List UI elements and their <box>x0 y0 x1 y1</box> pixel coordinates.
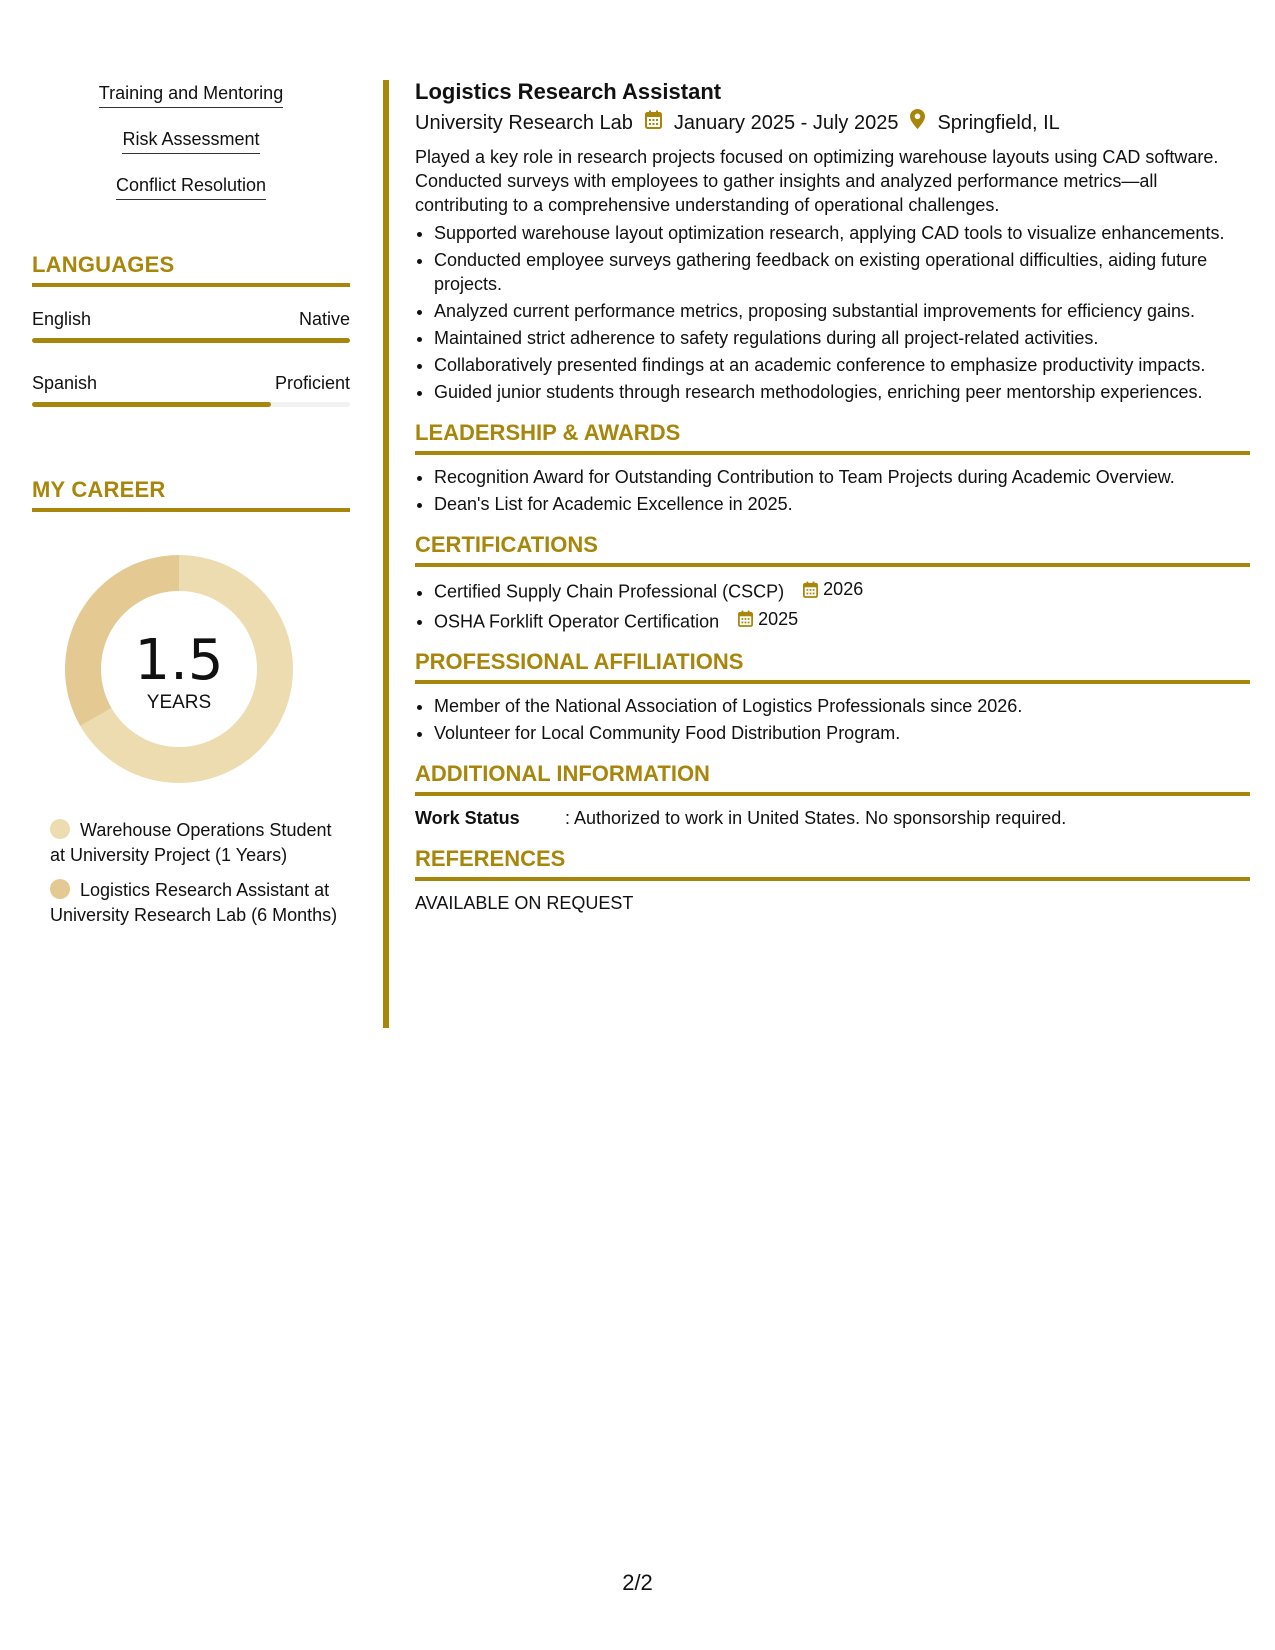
list-item: • Analyzed current performance metrics, proposing substantial improvements for efficiency gains. <box>434 299 1250 323</box>
skills-list <box>32 82 350 220</box>
page-number: 2/2 <box>622 1570 653 1595</box>
language-name: Spanish <box>32 373 98 393</box>
list-item: • Collaboratively presented findings at an academic conference to emphasize productivity impacts. <box>434 353 1250 377</box>
language-level: Proficient <box>274 373 350 393</box>
cert-date <box>738 607 798 631</box>
calendar-icon <box>803 581 818 598</box>
list-item: • Volunteer for Local Community Food Distribution Program. <box>434 721 1250 745</box>
language-row <box>32 373 350 394</box>
calendar-icon <box>645 109 662 137</box>
legend-label: Logistics Research Assistant at University Research Lab (6 Months) <box>50 880 338 925</box>
job-dates: January 2025 - July 2025 <box>673 112 899 134</box>
languages-title: LANGUAGES <box>32 252 350 287</box>
list-item: • Supported warehouse layout optimization research, applying CAD tools to visualize enhancements. <box>434 221 1250 245</box>
awards-list <box>415 465 1250 516</box>
language-level: Native <box>298 309 350 329</box>
career-title: MY CAREER <box>32 477 350 512</box>
legend-dot <box>50 819 70 839</box>
career-total: 1.5 <box>134 628 224 693</box>
job-description: Played a key role in research projects focused on optimizing warehouse layouts using CAD software. Conducted surveys with employees to gather insights and analyzed performance metrics—all contributing to a comprehensive understanding of operational challenges. <box>415 147 1219 215</box>
additional-info-title: ADDITIONAL INFORMATION <box>415 761 1250 796</box>
sidebar <box>32 82 350 938</box>
cert-date <box>803 577 863 601</box>
language-bar <box>32 402 350 407</box>
skill-item: Conflict Resolution <box>116 174 266 200</box>
legend-dot <box>50 879 70 899</box>
language-bar <box>32 338 350 343</box>
column-divider <box>383 80 389 1028</box>
list-item: • Member of the National Association of Logistics Professionals since 2026. <box>434 694 1250 718</box>
career-center <box>64 628 294 714</box>
references-text: AVAILABLE ON REQUEST <box>415 893 634 913</box>
cert-name: Certified Supply Chain Professional (CSCP) <box>434 581 785 602</box>
legend-item <box>50 878 340 928</box>
list-item <box>434 607 1250 634</box>
job-meta <box>415 109 1250 137</box>
career-legend <box>50 818 340 928</box>
legend-label: Warehouse Operations Student at University Project (1 Years) <box>50 820 332 865</box>
work-status-value: : Authorized to work in United States. No sponsorship required. <box>565 808 1067 828</box>
language-bar-fill <box>32 338 350 343</box>
language-bar-fill <box>32 402 271 407</box>
list-item: • Dean's List for Academic Excellence in 2025. <box>434 492 1250 516</box>
list-item: • Maintained strict adherence to safety regulations during all project-related activities. <box>434 326 1250 350</box>
language-name: English <box>32 309 92 329</box>
references-title: REFERENCES <box>415 846 1250 881</box>
calendar-icon <box>738 610 753 627</box>
legend-item <box>50 818 340 868</box>
work-status-label: Work Status <box>415 808 520 828</box>
language-row <box>32 309 350 330</box>
job-location: Springfield, IL <box>937 112 1060 134</box>
work-status-row <box>415 806 1250 830</box>
awards-title: LEADERSHIP & AWARDS <box>415 420 1250 455</box>
cert-year: 2026 <box>823 579 864 599</box>
certifications-title: CERTIFICATIONS <box>415 532 1250 567</box>
cert-name: OSHA Forklift Operator Certification <box>434 611 720 631</box>
list-item <box>434 577 1250 604</box>
list-item: • Recognition Award for Outstanding Contribution to Team Projects during Academic Overview. <box>434 465 1250 489</box>
skill-item: Training and Mentoring <box>99 82 283 108</box>
list-item: • Guided junior students through research methodologies, enriching peer mentorship experiences. <box>434 380 1250 404</box>
job-title: Logistics Research Assistant <box>415 79 722 104</box>
career-section <box>32 477 350 928</box>
job-bullets <box>415 221 1250 404</box>
affiliations-list <box>415 694 1250 745</box>
affiliations-title: PROFESSIONAL AFFILIATIONS <box>415 649 1250 684</box>
main-column <box>415 78 1250 915</box>
cert-year: 2025 <box>758 608 799 629</box>
location-pin-icon <box>910 109 925 137</box>
languages-section <box>32 252 350 407</box>
skill-item: Risk Assessment <box>122 128 259 154</box>
job-company: University Research Lab <box>415 112 633 134</box>
career-donut-chart <box>64 554 294 784</box>
list-item: • Conducted employee surveys gathering feedback on existing operational difficulties, aiding future projects. <box>434 248 1250 296</box>
certifications-list <box>415 577 1250 633</box>
career-unit: YEARS <box>146 692 212 713</box>
